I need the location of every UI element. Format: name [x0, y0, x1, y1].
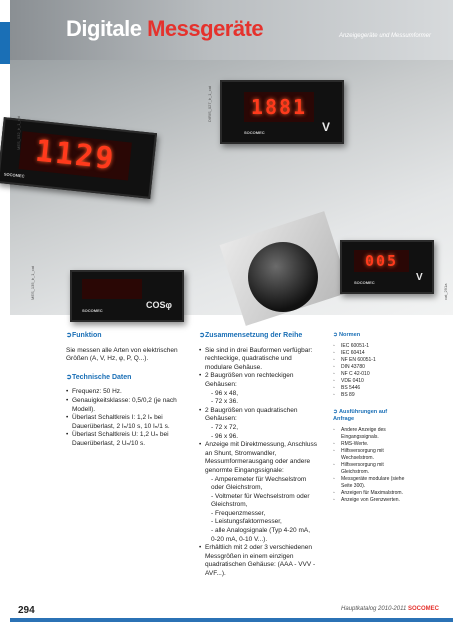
meter-right — [340, 240, 434, 294]
list-item: • Anzeige mit Direktmessung, Anschluss an Shunt, Stromwandler, Messumformerausgang oder andere genormte Eingangssignale: - Amperemeter für Wechselstrom oder Gleichstrom, - Voltmeter für Wechselstrom oder Gleichstrom, - Frequenzmesser, - Leistungsfaktormesser, - alle Analogsignale (Typ 4-20 mA, 0-20 mA, 0-10 V...). — [199, 441, 317, 544]
page-number: 294 — [18, 605, 35, 616]
meter-brand: SOCOMEC — [244, 130, 265, 135]
arrow-icon: ➲ — [199, 332, 205, 339]
arrow-icon: ➲ — [333, 332, 338, 338]
title-part1: Digitale — [66, 16, 142, 41]
list-item: • Überlast Schaltkreis I: 1,2 Iₙ bei Dauerüberlast, 2 Iₙ/10 s, 10 Iₙ/1 s. — [66, 414, 184, 431]
list-item: • Genauigkeitsklasse: 0,5/0,2 (je nach Modell). — [66, 397, 184, 414]
product-photo — [3, 60, 453, 315]
function-text: Sie messen alle Arten von elektrischen Größen (A, V, Hz, φ, P, Q...). — [66, 346, 178, 363]
meter-top-center — [220, 80, 344, 144]
meter-display — [82, 279, 142, 299]
norms-list — [333, 343, 405, 399]
list-item: ◦ Anzeige von Grenzwerten. — [333, 497, 405, 504]
meter-brand: SOCOMEC — [3, 171, 25, 179]
page-title — [66, 16, 263, 42]
list-item: ◦ BS 5446 — [333, 385, 405, 392]
list-item: ◦ IEC 60414 — [333, 350, 405, 357]
tech-data-list — [66, 388, 184, 448]
list-item: ◦ DIN 43780 — [333, 364, 405, 371]
list-item: • Sie sind in drei Bauformen verfügbar: rechteckige, quadratische und modulare Gehäuse. — [199, 347, 317, 373]
meter-mark: V — [322, 120, 331, 134]
section-heading: ➲Funktion — [66, 332, 102, 339]
list-item: ◦ BS 89 — [333, 392, 405, 399]
composition-list — [199, 347, 317, 579]
footer-rule — [10, 618, 453, 622]
column-composition — [199, 332, 317, 579]
meter-display: 005 — [354, 250, 409, 272]
options-list — [333, 427, 405, 504]
list-item: ◦ IEC 60051-1 — [333, 343, 405, 350]
arrow-icon: ➲ — [333, 409, 338, 415]
rotary-switch-knob — [248, 242, 318, 312]
list-item: ◦ Hilfsversorgung mit Gleichstrom. — [333, 462, 405, 476]
photo-code: MES_032_b_1_cat — [16, 115, 21, 150]
footer-catalog: Hauptkatalog 2010-2011 SOCOMEC — [341, 606, 439, 612]
meter-display: 1129 — [19, 131, 132, 180]
photo-code: cat_291a — [443, 283, 448, 300]
list-item: ◦ Messgeräte modulare (siehe Seite 300). — [333, 476, 405, 490]
list-item: • 2 Baugrößen von rechteckigen Gehäusen: - 96 x 48, - 72 x 36. — [199, 372, 317, 406]
section-heading: ➲Normen — [333, 332, 361, 338]
title-part2: Messgeräte — [147, 16, 264, 41]
list-item: ◦ NF C 42-010 — [333, 371, 405, 378]
meter-cosphi — [70, 270, 184, 322]
section-heading: ➲Zusammensetzung der Reihe — [199, 332, 303, 339]
column-norms — [333, 332, 405, 504]
list-item: ◦ Anzeigen für Maximalstrom. — [333, 490, 405, 497]
meter-brand: SOCOMEC — [354, 280, 375, 285]
meter-large-left — [0, 117, 157, 199]
list-item: ◦ NF EN 60051-1 — [333, 357, 405, 364]
column-function — [66, 332, 184, 449]
list-item: ◦ RMS-Werte. — [333, 441, 405, 448]
arrow-icon: ➲ — [66, 332, 72, 339]
list-item: ◦ Andere Anzeige des Eingangssignals. — [333, 427, 405, 441]
photo-code: DIRIS_027_b_1_cat — [207, 85, 212, 122]
list-item: ◦ VDE 0410 — [333, 378, 405, 385]
list-item: ◦ Hilfsversorgung mit Wechselstrom. — [333, 448, 405, 462]
meter-display: 1881 — [244, 92, 314, 122]
list-item: • Erhältlich mit 2 oder 3 verschiedenen Messgrößen in einem einzigen quadratischen Gehäuse: (AAA - VVV - AVF...). — [199, 544, 317, 578]
meter-mark: V — [416, 272, 423, 283]
meter-brand: SOCOMEC — [82, 308, 103, 313]
meter-mark: COSφ — [146, 300, 172, 310]
section-heading: ➲Technische Daten — [66, 373, 132, 381]
photo-code: MES_135_b_1_cat — [30, 265, 35, 300]
list-item: • Überlast Schaltkreis U: 1,2 Uₙ bei Dauerüberlast, 2 Uₙ/10 s. — [66, 431, 184, 448]
page-subtitle: Anzeigegeräte und Messumformer — [338, 33, 431, 39]
footer-brand: SOCOMEC — [407, 606, 439, 612]
section-heading: ➲Ausführungen auf Anfrage — [333, 409, 388, 422]
list-item: • 2 Baugrößen von quadratischen Gehäusen: - 72 x 72, - 96 x 96. — [199, 407, 317, 441]
list-item: • Frequenz: 50 Hz. — [66, 388, 184, 397]
sidebar-tab — [0, 22, 10, 64]
arrow-icon: ➲ — [66, 373, 72, 381]
